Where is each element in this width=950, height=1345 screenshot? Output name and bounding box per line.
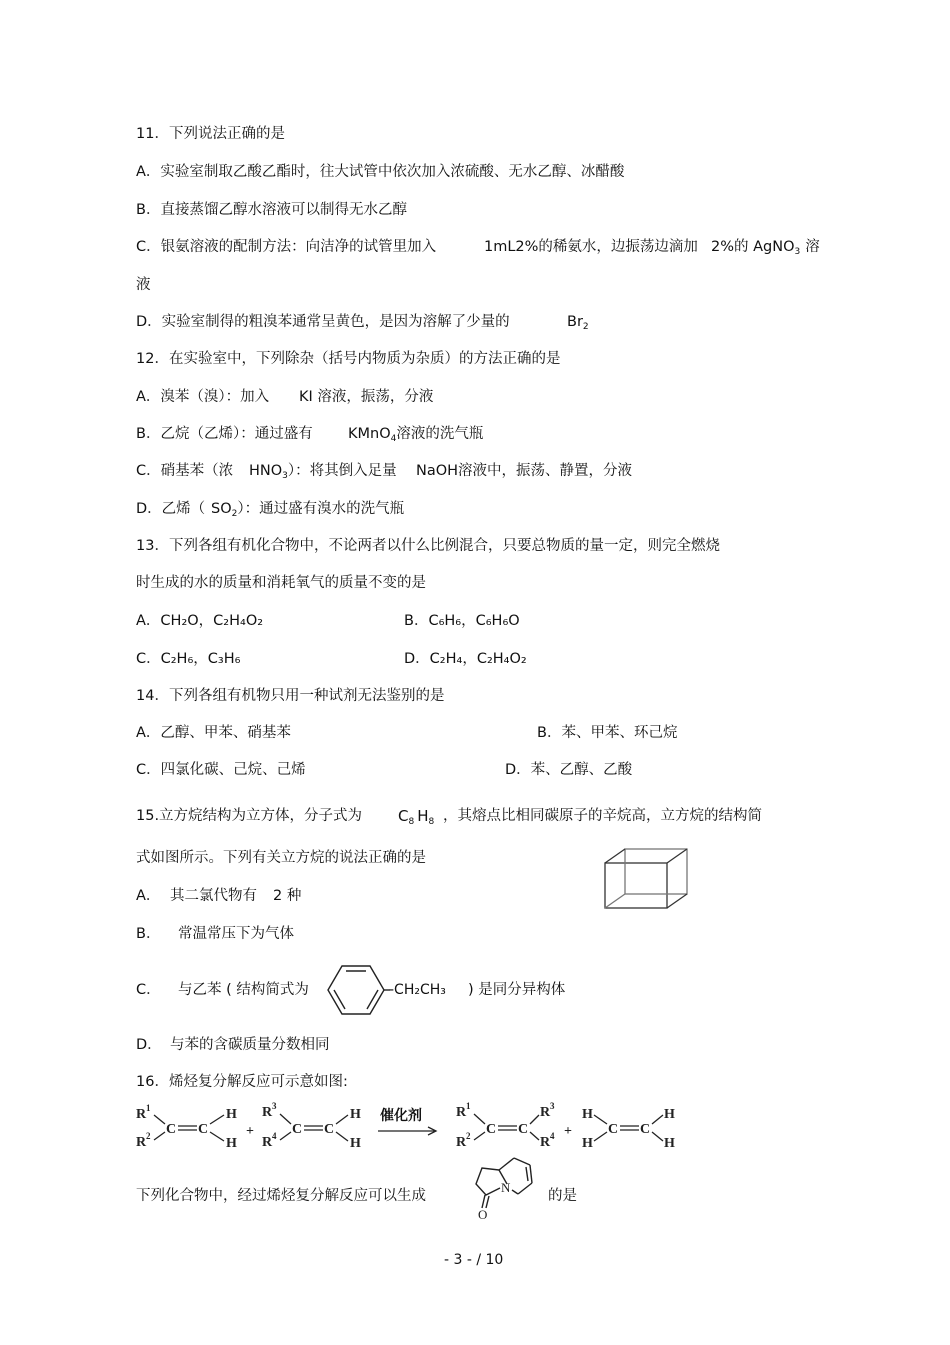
q15-option-a-text1: 其二氯代物有: [170, 888, 257, 904]
q15-formula-h: H: [417, 807, 429, 825]
svg-text:R: R: [136, 1135, 147, 1150]
q15-stem-1b: ，其熔点比相同碳原子的辛烷高，立方烷的结构简: [443, 808, 762, 824]
svg-text:+: +: [246, 1124, 254, 1139]
svg-text:C: C: [486, 1122, 497, 1137]
q12-option-c-hno3-text: HNO: [249, 463, 283, 479]
svg-text:C: C: [198, 1122, 209, 1137]
svg-text:R: R: [540, 1135, 551, 1150]
q15-stem-1a: 15.立方烷结构为立方体，分子式为: [136, 808, 363, 824]
q12-option-c-hno3: [249, 461, 397, 483]
q11-option-c-mid2: [711, 237, 820, 259]
svg-text:H: H: [664, 1107, 675, 1122]
svg-text:R: R: [456, 1135, 467, 1150]
q11-option-d-br-sub: 2: [582, 322, 589, 332]
q11-option-c-mid2-text: 2%的 AgNO: [711, 239, 795, 255]
q15-formula-c: C: [398, 807, 409, 825]
svg-text:R: R: [456, 1105, 467, 1120]
q15-formula: [398, 806, 434, 829]
q13-option-c-label: C．: [136, 651, 161, 667]
svg-text:R: R: [262, 1105, 273, 1120]
ethylbenzene-substituent-label: -CH₂CH₃: [389, 982, 446, 998]
svg-text:C: C: [324, 1122, 335, 1137]
q13-option-c: [136, 649, 240, 669]
q12-option-d-3: ）：通过盛有溴水的洗气瓶: [237, 501, 405, 517]
q11-option-c-tail: 溶: [805, 239, 820, 255]
svg-text:H: H: [664, 1136, 675, 1151]
svg-text:3: 3: [550, 1101, 555, 1111]
q15-formula-sub1: 8: [408, 817, 415, 827]
q15-option-a-label: A．: [136, 888, 161, 904]
svg-text:H: H: [582, 1107, 593, 1122]
svg-text:H: H: [226, 1107, 237, 1122]
q13-option-d-label: D．: [404, 651, 430, 667]
svg-text:4: 4: [550, 1131, 555, 1141]
q12-option-d: D．乙烯（: [136, 501, 206, 517]
q15-option-a-text2: 2 种: [273, 888, 302, 904]
q12-option-c: C．硝基苯（浓: [136, 463, 234, 479]
q13-option-b-text: C₆H₆，C₆H₆O: [428, 613, 520, 629]
svg-text:4: 4: [272, 1131, 277, 1141]
svg-text:3: 3: [272, 1101, 277, 1111]
svg-text:O: O: [478, 1207, 488, 1220]
q13-option-b: [404, 611, 520, 631]
q12-option-b: B．乙烷（乙烯）：通过盛有: [136, 426, 313, 442]
q11-option-d: D．实验室制得的粗溴苯通常呈黄色，是因为溶解了少量的: [136, 314, 510, 330]
q13-option-d: [404, 649, 527, 669]
q11-option-c-mid1: 1mL2%的稀氨水，边振荡边滴加: [484, 239, 698, 255]
q11-option-d-br-text: Br: [567, 314, 583, 330]
q14-option-d: D．苯、乙醇、乙酸: [505, 762, 633, 778]
q11-option-c-prefix: C．银氨溶液的配制方法：向洁净的试管里加入: [136, 239, 437, 255]
q13-option-c-text: C₂H₆，C₃H₆: [160, 651, 241, 667]
q12-option-b-kmno4: KMnO: [348, 426, 391, 442]
q15-formula-sub2: 8: [428, 817, 435, 827]
q16-tail-2: 的是: [548, 1188, 577, 1204]
q12-stem: 12．在实验室中，下列除杂（括号内物质为杂质）的方法正确的是: [136, 351, 561, 367]
q13-option-a-label: A．: [136, 613, 161, 629]
q15-option-c-text2: ) 是同分异构体: [468, 982, 566, 998]
svg-text:C: C: [518, 1122, 529, 1137]
q14-option-b: B．苯、甲苯、环己烷: [537, 725, 678, 741]
q12-option-c-3: ）：将其倒入足量: [287, 463, 397, 479]
q15-option-b-text: 常温常压下为气体: [178, 926, 294, 942]
q12-option-c-4: NaOH溶液中，振荡、静置，分液: [416, 463, 633, 479]
indolizinone-structure-image: [466, 1150, 544, 1220]
q15-option-a: [136, 886, 160, 906]
q12-option-c-hno3-sub: 3: [282, 471, 288, 481]
q11-option-c: [136, 237, 436, 257]
q15-option-b-label: B．: [136, 926, 161, 942]
svg-text:2: 2: [466, 1131, 471, 1141]
svg-text:N: N: [501, 1180, 511, 1195]
q15-option-c-label: C．: [136, 982, 161, 998]
q13-option-d-text: C₂H₄，C₂H₄O₂: [429, 651, 527, 667]
q16-tail-1: 下列化合物中，经过烯烃复分解反应可以生成: [136, 1188, 426, 1204]
q12-option-d-so2-text: SO: [211, 501, 232, 517]
svg-text:R: R: [262, 1135, 273, 1150]
q15-stem-2: 式如图所示。下列有关立方烷的说法正确的是: [136, 850, 426, 866]
q11-option-c-wrap: 液: [136, 277, 151, 293]
catalyst-label: 催化剂: [380, 1108, 422, 1124]
q14-stem: 14．下列各组有机物只用一种试剂无法鉴别的是: [136, 688, 445, 704]
q12-option-b-2: [348, 424, 483, 446]
q11-option-a: A．实验室制取乙酸乙酯时，往大试管中依次加入浓硫酸、无水乙醇、冰醋酸: [136, 164, 625, 180]
q16-stem: 16．烯烃复分解反应可示意如图:: [136, 1074, 348, 1090]
q11-stem: 11．下列说法正确的是: [136, 126, 285, 142]
svg-text:H: H: [582, 1136, 593, 1151]
q15-option-d-label: D．: [136, 1037, 162, 1053]
svg-text:1: 1: [146, 1103, 151, 1113]
page-number: - 3 - / 10: [444, 1252, 504, 1268]
svg-text:H: H: [350, 1136, 361, 1151]
svg-text:R: R: [136, 1107, 147, 1122]
svg-text:C: C: [166, 1122, 177, 1137]
q13-option-a: [136, 611, 263, 631]
q14-option-a: A．乙醇、甲苯、硝基苯: [136, 725, 291, 741]
q11-option-b: B．直接蒸馏乙醇水溶液可以制得无水乙醇: [136, 202, 407, 218]
svg-text:R: R: [540, 1105, 551, 1120]
svg-text:+: +: [564, 1124, 572, 1139]
q15-option-d-text: 与苯的含碳质量分数相同: [170, 1037, 330, 1053]
svg-text:2: 2: [146, 1131, 151, 1141]
q12-option-b-3: 溶液的洗气瓶: [396, 426, 484, 442]
svg-text:1: 1: [466, 1101, 471, 1111]
q15-option-c-text1: 与乙苯 ( 结构简式为: [178, 982, 309, 998]
q11-option-d-br: [567, 312, 589, 334]
q13-stem-1: 13．下列各组有机化合物中，不论两者以什么比例混合，只要总物质的量一定，则完全燃烧: [136, 538, 720, 554]
svg-text:H: H: [226, 1136, 237, 1151]
q12-option-a-2: KI 溶液，振荡，分液: [299, 389, 434, 405]
svg-text:C: C: [608, 1122, 619, 1137]
q13-stem-2: 时生成的水的质量和消耗氧气的质量不变的是: [136, 575, 426, 591]
q13-option-a-text: CH₂O，C₂H₄O₂: [160, 613, 264, 629]
svg-text:C: C: [640, 1122, 651, 1137]
q12-option-a: A．溴苯（溴）：加入: [136, 389, 270, 405]
q14-option-c: C．四氯化碳、己烷、己烯: [136, 762, 306, 778]
q12-option-d-so2: [211, 499, 404, 521]
svg-text:H: H: [350, 1107, 361, 1122]
cubane-structure-image: [600, 843, 692, 913]
svg-text:C: C: [292, 1122, 303, 1137]
q13-option-b-label: B．: [404, 613, 429, 629]
q12-option-b-kmno4-sub: 4: [390, 434, 397, 444]
q12-option-d-so2-sub: 2: [231, 509, 238, 519]
q11-option-c-mid2-sub: 3: [794, 247, 801, 257]
